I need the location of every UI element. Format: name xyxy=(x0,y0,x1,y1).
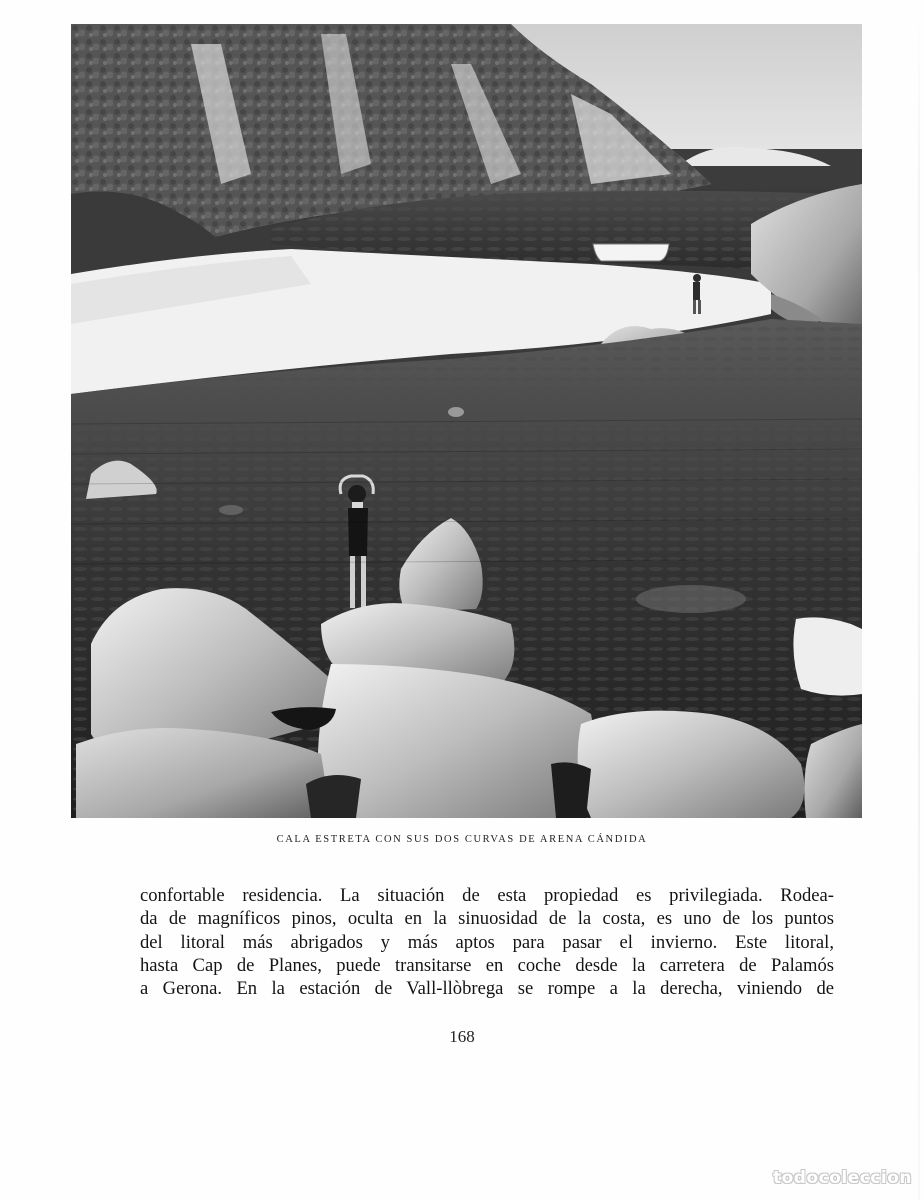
cove-photograph xyxy=(71,24,862,818)
photo-illustration xyxy=(71,24,862,818)
body-paragraph xyxy=(140,884,834,1000)
page-edge-shadow xyxy=(918,0,920,1200)
text-line: a Gerona. En la estación de Vall-llòbrega se rompe a la derecha, viniendo de xyxy=(140,978,834,1000)
photo-caption: CALA ESTRETA CON SUS DOS CURVAS DE ARENA CÁNDIDA xyxy=(276,834,648,845)
text-line: del litoral más abrigados y más aptos para pasar el invierno. Este litoral, xyxy=(140,931,834,953)
watermark-logo: todocoleccion xyxy=(772,1168,912,1188)
text-line: hasta Cap de Planes, puede transitarse en coche desde la carretera de Palamós xyxy=(140,954,834,976)
text-line: confortable residencia. La situación de esta propiedad es privilegiada. Rodea- xyxy=(140,885,834,906)
text-line: da de magníficos pinos, oculta en la sinuosidad de la costa, es uno de los puntos xyxy=(140,908,834,930)
page-number: 168 xyxy=(449,1027,475,1046)
